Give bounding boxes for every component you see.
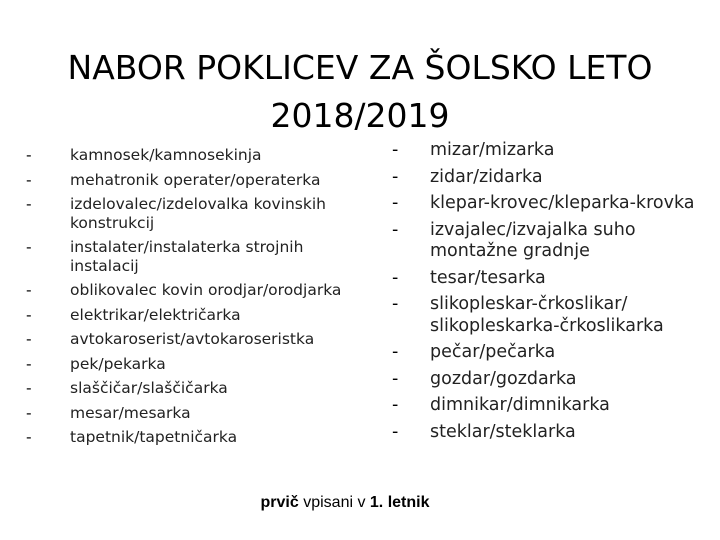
list-item-label: elektrikar/električarka (70, 305, 241, 324)
right-profession-list (388, 140, 718, 448)
bullet-dash: - (392, 368, 399, 389)
list-item (20, 281, 360, 300)
bullet-dash: - (392, 267, 399, 288)
bullet-dash: - (392, 395, 399, 415)
list-item-label: pečar/pečarka (430, 342, 556, 362)
list-item (20, 171, 360, 190)
bullet-dash: - (26, 428, 32, 446)
bullet-dash: - (392, 421, 399, 442)
list-item (388, 342, 718, 364)
list-item-label: klepar-krovec/kleparka-krovka (430, 193, 695, 213)
list-item-label: gozdar/gozdarka (430, 368, 577, 389)
list-item-label: dimnikar/dimnikarka (430, 395, 610, 415)
list-item (388, 294, 718, 337)
bullet-dash: - (392, 193, 399, 213)
bullet-dash: - (392, 219, 399, 240)
left-profession-list (20, 146, 360, 453)
bullet-dash: - (26, 195, 32, 213)
bullet-dash: - (26, 281, 32, 299)
list-item-label: tesar/tesarka (430, 267, 546, 288)
list-item (388, 193, 718, 215)
list-item (20, 330, 360, 349)
list-item-label: steklar/steklarka (430, 421, 576, 442)
list-item-label: slaščičar/slaščičarka (70, 379, 228, 397)
bullet-dash: - (392, 140, 399, 160)
list-item (388, 369, 718, 391)
list-item-label: oblikovalec kovin orodjar/orodjarka (70, 281, 342, 299)
list-item (20, 195, 360, 232)
bullet-dash: - (392, 342, 399, 362)
footer-note-middle: vpisani v (298, 494, 370, 511)
bullet-dash: - (26, 379, 32, 397)
list-item-label: instalater/instalaterka strojnih instalacij (70, 238, 304, 275)
list-item (20, 404, 360, 423)
footer-note-grade: 1. letnik (369, 494, 430, 511)
list-item (388, 220, 718, 263)
list-item-label: avtokaroserist/avtokaroseristka (70, 330, 315, 348)
slide-title-line-2: 2018/2019 (270, 96, 450, 136)
list-item-label: slikopleskar-črkoslikar/ slikopleskarka-črkoslikarka (430, 294, 664, 336)
list-item (20, 146, 360, 165)
bullet-dash: - (26, 146, 32, 164)
footer-note (0, 494, 690, 512)
list-item-label: mizar/mizarka (430, 140, 555, 160)
list-item (20, 428, 360, 447)
list-item-label: kamnosek/kamnosekinja (70, 146, 262, 164)
list-item (388, 422, 718, 444)
footer-note-first: prvič (260, 494, 299, 511)
list-item-label: zidar/zidarka (430, 166, 543, 187)
bullet-dash: - (392, 294, 399, 314)
slide-title-line-1: NABOR POKLICEV ZA ŠOLSKO LETO (67, 48, 653, 88)
list-item (388, 167, 718, 189)
list-item-label: tapetnik/tapetničarka (70, 428, 238, 446)
bullet-dash: - (26, 354, 32, 373)
bullet-dash: - (26, 330, 32, 348)
list-item-label: mehatronik operater/operaterka (70, 170, 321, 189)
list-item (20, 238, 360, 275)
list-item-label: izvajalec/izvajalka suho montažne gradnje (430, 219, 636, 261)
bullet-dash: - (26, 170, 32, 189)
list-item (388, 268, 718, 290)
list-item (20, 355, 360, 374)
bullet-dash: - (392, 166, 399, 187)
list-item (388, 140, 718, 162)
list-item (20, 306, 360, 325)
slide-title (40, 44, 680, 140)
bullet-dash: - (26, 238, 32, 256)
list-item (20, 379, 360, 398)
list-item-label: izdelovalec/izdelovalka kovinskih konstrukcij (70, 195, 326, 232)
bullet-dash: - (26, 305, 32, 324)
bullet-dash: - (26, 403, 32, 422)
list-item-label: pek/pekarka (70, 354, 166, 373)
list-item-label: mesar/mesarka (70, 403, 191, 422)
list-item (388, 395, 718, 417)
